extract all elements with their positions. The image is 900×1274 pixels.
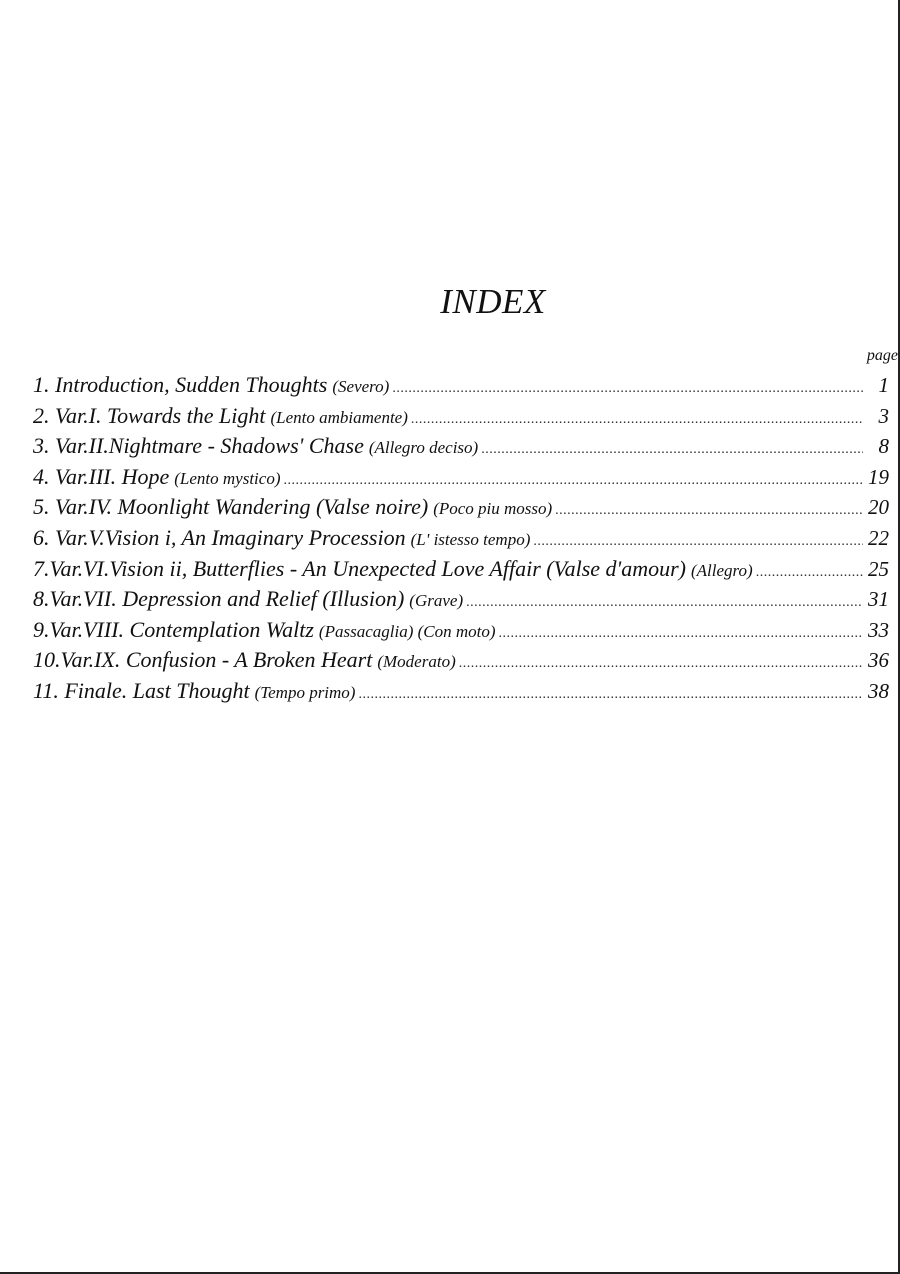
dot-leader: [756, 565, 863, 581]
dot-leader: [459, 656, 863, 672]
entry-title: 5. Var.IV. Moonlight Wandering (Valse noire): [33, 494, 429, 520]
toc-entry: [33, 678, 889, 709]
index-title: INDEX: [440, 282, 546, 321]
entry-title: 3. Var.II.Nightmare - Shadows' Chase: [33, 433, 364, 459]
entry-page-number: 1: [878, 373, 889, 397]
dot-leader: [392, 381, 863, 397]
entry-page-number: 38: [868, 678, 889, 703]
dot-leader: [411, 412, 863, 428]
entry-page-number: 36: [868, 648, 889, 673]
entry-title: 8.Var.VII. Depression and Relief (Illusion): [33, 586, 405, 612]
entry-title: 6. Var.V.Vision i, An Imaginary Procession: [33, 524, 406, 550]
toc-entry: [33, 525, 889, 556]
entry-page-number: 20: [868, 495, 889, 520]
entry-tempo: (Allegro deciso): [368, 438, 479, 458]
entry-page-number: 33: [868, 617, 889, 642]
toc-entry: [33, 586, 889, 617]
entry-tempo: (Severo): [332, 377, 390, 396]
dot-leader: [499, 626, 863, 642]
toc-entry: [33, 372, 889, 403]
toc-entry: [33, 556, 889, 587]
page-column-label: page: [866, 347, 898, 364]
entry-title: 4. Var.III. Hope: [33, 463, 170, 489]
table-of-contents: [33, 372, 889, 709]
toc-entry: [33, 647, 889, 678]
toc-entry: [33, 403, 889, 434]
entry-title: 11. Finale. Last Thought: [33, 677, 250, 703]
entry-page-number: 3: [878, 403, 889, 428]
entry-tempo: (Passacaglia) (Con moto): [318, 621, 496, 641]
entry-tempo: (Allegro): [691, 560, 753, 580]
toc-entry: [33, 494, 889, 525]
entry-tempo: (Poco piu mosso): [433, 499, 553, 519]
toc-entry: [33, 617, 889, 648]
entry-tempo: (L' istesso tempo): [410, 529, 531, 549]
toc-entry: [33, 464, 889, 495]
dot-leader: [358, 687, 863, 703]
entry-title: 1. Introduction, Sudden Thoughts: [33, 372, 328, 397]
entry-title: 10.Var.IX. Confusion - A Broken Heart: [33, 647, 373, 673]
entry-title: 9.Var.VIII. Contemplation Waltz: [33, 616, 314, 642]
entry-tempo: (Tempo primo): [254, 682, 356, 702]
dot-leader: [481, 442, 863, 458]
dot-leader: [284, 473, 864, 489]
entry-page-number: 25: [868, 556, 889, 581]
entry-page-number: 19: [868, 464, 889, 489]
entry-page-number: 8: [878, 434, 889, 459]
entry-page-number: 31: [868, 587, 889, 612]
entry-title: 2. Var.I. Towards the Light: [33, 402, 266, 428]
entry-tempo: (Moderato): [377, 652, 456, 672]
entry-title: 7.Var.VI.Vision ii, Butterflies - An Unexpected Love Affair (Valse d'amour): [33, 555, 686, 581]
toc-entry: [33, 433, 889, 464]
dot-leader: [466, 595, 863, 611]
entry-tempo: (Lento mystico): [174, 468, 281, 488]
dot-leader: [555, 503, 863, 519]
entry-tempo: (Grave): [409, 591, 464, 611]
entry-tempo: (Lento ambiamente): [270, 407, 408, 427]
dot-leader: [533, 534, 863, 550]
entry-page-number: 22: [868, 525, 889, 550]
